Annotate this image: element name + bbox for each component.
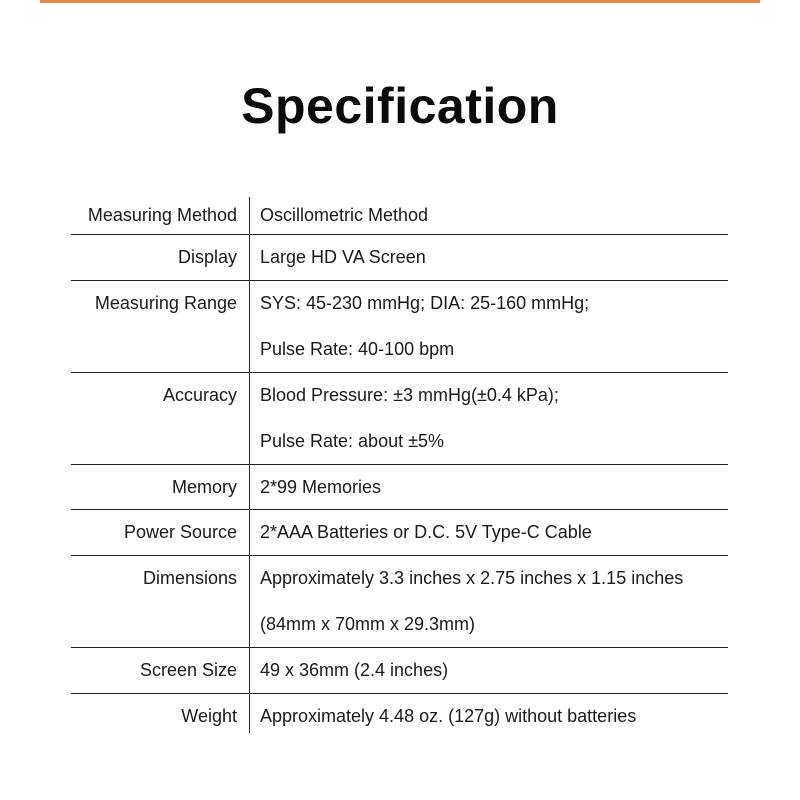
spec-label: Memory xyxy=(171,477,237,497)
spec-label: Measuring Method xyxy=(87,205,237,225)
accent-top-bar xyxy=(40,0,760,3)
spec-row-screen-size xyxy=(71,648,728,694)
spec-label: Accuracy xyxy=(162,385,237,405)
spec-values xyxy=(260,373,559,464)
spec-label: Power Source xyxy=(123,522,237,542)
spec-row-display xyxy=(71,235,728,281)
spec-label: Measuring Range xyxy=(94,293,237,313)
spec-label: Dimensions xyxy=(142,568,237,588)
spec-values xyxy=(260,694,636,740)
spec-values xyxy=(260,510,592,556)
spec-values xyxy=(260,235,426,281)
spec-value: Oscillometric Method xyxy=(260,205,429,225)
spec-value: 49 x 36mm (2.4 inches) xyxy=(260,660,449,680)
spec-row-power-source xyxy=(71,510,728,556)
spec-values xyxy=(260,556,683,647)
spec-row-measuring-method xyxy=(71,197,728,235)
spec-row-weight xyxy=(71,694,728,733)
spec-value: Blood Pressure: ±3 mmHg(±0.4 kPa); xyxy=(260,385,559,405)
spec-value: 2*99 Memories xyxy=(260,477,382,497)
spec-value: Large HD VA Screen xyxy=(260,247,426,267)
spec-value: Pulse Rate: 40-100 bpm xyxy=(260,338,455,359)
spec-values xyxy=(260,193,428,239)
spec-value: Approximately 4.48 oz. (127g) without batteries xyxy=(260,706,637,726)
spec-values xyxy=(260,465,381,511)
spec-row-measuring-range xyxy=(71,281,728,373)
spec-values xyxy=(260,648,448,694)
spec-row-dimensions xyxy=(71,556,728,648)
spec-values xyxy=(260,281,589,372)
spec-value: Pulse Rate: about ±5% xyxy=(260,430,444,451)
spec-value: 2*AAA Batteries or D.C. 5V Type-C Cable xyxy=(260,522,592,542)
spec-value: (84mm x 70mm x 29.3mm) xyxy=(260,613,476,634)
spec-label: Screen Size xyxy=(139,660,237,680)
spec-label: Weight xyxy=(181,706,237,726)
spec-label: Display xyxy=(177,247,237,267)
spec-row-accuracy xyxy=(71,373,728,465)
spec-value: Approximately 3.3 inches x 2.75 inches x 1.15 inches xyxy=(260,568,684,588)
specification-table xyxy=(71,197,728,733)
spec-value: SYS: 45-230 mmHg; DIA: 25-160 mmHg; xyxy=(260,293,590,313)
spec-row-memory xyxy=(71,465,728,510)
page-title: Specification xyxy=(241,78,559,134)
